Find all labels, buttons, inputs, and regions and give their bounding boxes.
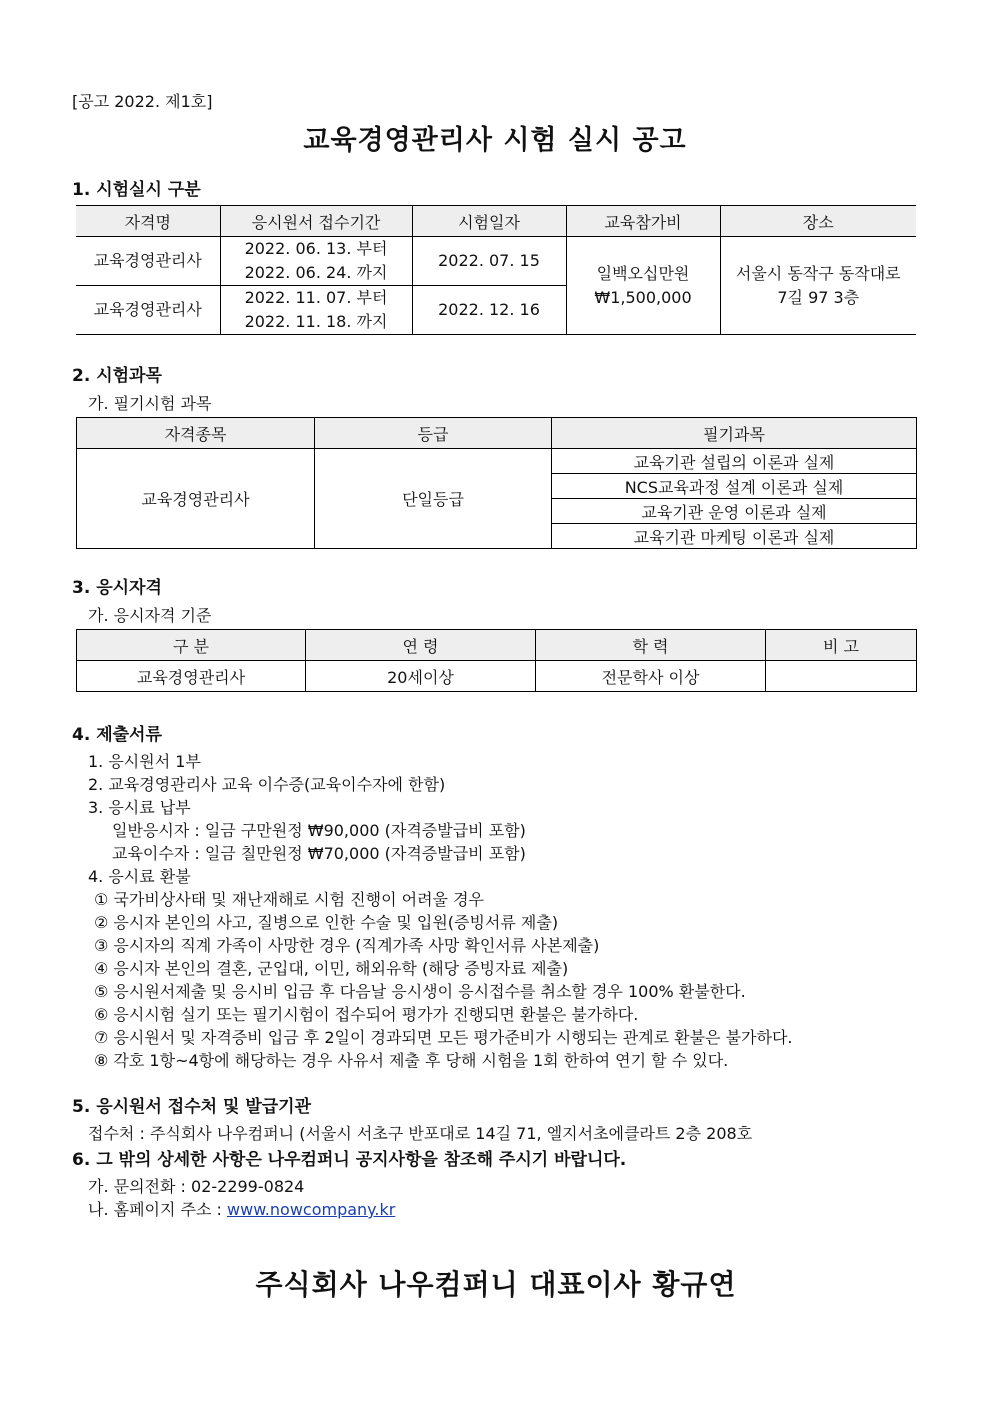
table-header-row	[76, 206, 916, 237]
education-cell: 전문학사 이상	[536, 661, 766, 692]
eligibility-table	[76, 629, 917, 692]
header-cell: 연 령	[306, 630, 536, 661]
refund-rule: ② 응시자 본인의 사고, 질병으로 인한 수술 및 입원(증빙서류 제출)	[94, 913, 559, 932]
page-title: 교육경영관리사 시험 실시 공고	[303, 125, 687, 156]
refund-rule: ④ 응시자 본인의 결혼, 군입대, 이민, 해외유학 (해당 증빙자료 제출)	[94, 959, 569, 978]
table-row	[77, 661, 917, 692]
reception-line: 접수처 : 주식회사 나우컴퍼니 (서울시 서초구 반포대로 14길 71, 엘지서초에클라트 2층 208호	[88, 1124, 753, 1143]
qualification-cell: 교육경영관리사	[76, 237, 220, 286]
age-cell: 20세이상	[306, 661, 536, 692]
subject-cell: 교육기관 설립의 이론과 실제	[552, 449, 917, 474]
qualification-cell: 교육경영관리사	[76, 286, 220, 335]
section-2-heading: 2. 시험과목	[72, 366, 162, 386]
notice-number: [공고 2022. 제1호]	[72, 92, 213, 111]
fee-korean: 일백오십만원	[596, 263, 690, 283]
section-2-subheading: 가. 필기시험 과목	[88, 394, 212, 413]
refund-rule: ⑥ 응시시험 실기 또는 필기시험이 접수되어 평가가 진행되면 환불은 불가하다.	[94, 1005, 639, 1024]
fee-line-trained: 교육이수자 : 일금 칠만원정 ₩70,000 (자격증발급비 포함)	[112, 844, 526, 863]
place-line-2: 7길 97 3층	[777, 287, 860, 307]
header-cell: 구 분	[77, 630, 306, 661]
subject-cell: NCS교육과정 설계 이론과 실제	[552, 474, 917, 499]
refund-rule: ⑤ 응시원서제출 및 응시비 입금 후 다음날 응시생이 응시접수를 취소할 경우 100% 환불한다.	[94, 982, 746, 1001]
period-end: 2022. 06. 24. 까지	[244, 263, 388, 282]
header-cell: 필기과목	[552, 418, 917, 449]
qualification-cell: 교육경영관리사	[77, 661, 306, 692]
header-cell: 자격명	[76, 206, 220, 237]
remarks-cell	[766, 661, 917, 692]
place-line-1: 서울시 동작구 동작대로	[735, 263, 901, 283]
period-cell	[220, 286, 412, 335]
header-cell: 시험일자	[412, 206, 566, 237]
subject-cell: 교육기관 마케팅 이론과 실제	[552, 524, 917, 549]
exam-date-cell: 2022. 07. 15	[412, 237, 566, 286]
notice-document	[72, 88, 918, 1221]
homepage-line	[72, 1198, 918, 1221]
refund-rule: ⑦ 응시원서 및 자격증비 입금 후 2일이 경과되면 모든 평가준비가 시행되는 관계로 환불은 불가하다.	[94, 1028, 793, 1047]
exam-schedule-table	[76, 205, 916, 335]
section-5-heading: 5. 응시원서 접수처 및 발급기관	[72, 1097, 312, 1117]
fee-amount: ₩1,500,000	[594, 287, 692, 307]
header-cell: 학 력	[536, 630, 766, 661]
contact-phone: 가. 문의전화 : 02-2299-0824	[88, 1177, 305, 1196]
homepage-label: 나. 홈페이지 주소 :	[88, 1200, 228, 1219]
document-item: 1. 응시원서 1부	[88, 752, 201, 771]
period-start: 2022. 11. 07. 부터	[244, 288, 388, 307]
section-6-heading: 6. 그 밖의 상세한 사항은 나우컴퍼니 공지사항을 참조해 주시기 바랍니다.	[72, 1150, 627, 1170]
period-cell	[220, 237, 412, 286]
homepage-link[interactable]: www.nowcompany.kr	[227, 1200, 396, 1219]
document-item: 4. 응시료 환불	[88, 867, 191, 886]
header-cell: 등급	[315, 418, 552, 449]
header-cell: 비 고	[766, 630, 917, 661]
table-row	[76, 237, 916, 286]
table-header-row	[77, 630, 917, 661]
section-1-heading: 1. 시험실시 구분	[72, 180, 201, 200]
header-cell: 자격종목	[77, 418, 315, 449]
table-header-row	[77, 418, 917, 449]
document-item: 2. 교육경영관리사 교육 이수증(교육이수자에 한함)	[88, 775, 446, 794]
period-end: 2022. 11. 18. 까지	[244, 312, 388, 331]
refund-rule: ⑧ 각호 1항~4항에 해당하는 경우 사유서 제출 후 당해 시험을 1회 한하여 연기 할 수 있다.	[94, 1051, 729, 1070]
place-cell	[720, 237, 916, 335]
table-row	[77, 449, 917, 474]
exam-date-cell: 2022. 12. 16	[412, 286, 566, 335]
section-4-heading: 4. 제출서류	[72, 725, 162, 745]
grade-cell: 단일등급	[315, 449, 552, 549]
period-start: 2022. 06. 13. 부터	[244, 239, 388, 258]
header-cell: 교육참가비	[566, 206, 720, 237]
subject-cell: 교육기관 운영 이론과 실제	[552, 499, 917, 524]
signature-line: 주식회사 나우컴퍼니 대표이사 황규연	[255, 1268, 737, 1301]
header-cell: 장소	[720, 206, 916, 237]
document-item: 3. 응시료 납부	[88, 798, 191, 817]
header-cell: 응시원서 접수기간	[220, 206, 412, 237]
refund-rule: ③ 응시자의 직계 가족이 사망한 경우 (직계가족 사망 확인서류 사본제출)	[94, 936, 600, 955]
section-3-heading: 3. 응시자격	[72, 578, 162, 598]
fee-line-general: 일반응시자 : 일금 구만원정 ₩90,000 (자격증발급비 포함)	[112, 821, 526, 840]
fee-cell	[566, 237, 720, 335]
refund-rule: ① 국가비상사태 및 재난재해로 시험 진행이 어려울 경우	[94, 890, 484, 909]
qualification-cell: 교육경영관리사	[77, 449, 315, 549]
section-3-subheading: 가. 응시자격 기준	[88, 606, 212, 625]
exam-subjects-table	[76, 417, 917, 549]
